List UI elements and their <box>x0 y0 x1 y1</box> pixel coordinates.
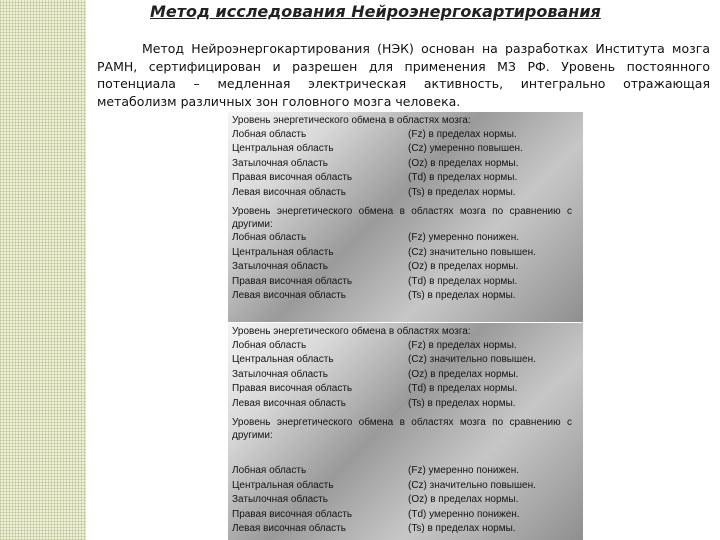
table-row <box>232 260 579 275</box>
area-name: Левая височная область <box>232 290 346 301</box>
block-heading: Уровень энергетического обмена в областях мозга по сравнению с другими: <box>232 417 572 441</box>
report-panel-bottom <box>228 323 583 540</box>
table-row <box>232 186 579 201</box>
area-name: Левая височная область <box>232 186 346 198</box>
area-status: (Fz) в пределах нормы. <box>408 339 517 351</box>
table-row <box>232 142 579 157</box>
table-row <box>232 339 579 354</box>
table-row <box>232 479 579 494</box>
area-name: Центральная область <box>232 354 334 365</box>
area-status: (Ts) в пределах нормы. <box>408 523 516 534</box>
area-status: (Ts) в пределах нормы. <box>408 397 516 409</box>
area-status: (Oz) в пределах нормы. <box>408 157 519 169</box>
area-status: (Fz) умеренно понижен. <box>408 465 520 476</box>
decorative-side-stripe <box>0 0 86 540</box>
area-name: Центральная область <box>232 479 334 491</box>
area-name: Правая височная область <box>232 275 353 287</box>
table-row <box>232 275 579 290</box>
table-row <box>232 289 579 304</box>
table-row <box>232 397 579 412</box>
area-status: (Cz) значительно повышен. <box>408 479 536 491</box>
area-name: Центральная область <box>232 246 334 258</box>
area-name: Лобная область <box>232 339 307 351</box>
table-row <box>232 353 579 368</box>
area-status: (Td) в пределах нормы. <box>408 275 518 287</box>
page-title: Метод исследования Нейроэнергокартирования <box>150 2 601 21</box>
area-name: Левая височная область <box>232 523 346 534</box>
area-status: (Cz) значительно повышен. <box>408 246 536 258</box>
block-heading: Уровень энергетического обмена в областях мозга по сравнению с другими: <box>232 206 572 230</box>
area-status: (Td) умеренно понижен. <box>408 508 520 520</box>
table-row <box>232 171 579 186</box>
area-name: Правая височная область <box>232 383 353 394</box>
intro-paragraph: Метод Нейроэнергокартирования (НЭК) основан на разработках Института мозга РАМН, сертифицирован и разрешен для применения МЗ РФ. Уровень постоянного потенциала – медленная электрическая активность, интегрально отражающая метаболизм различных зон головного мозга человека. <box>97 41 710 109</box>
area-status: (Cz) умеренно повышен. <box>408 143 523 154</box>
area-name: Правая височная область <box>232 172 353 183</box>
table-row <box>232 508 579 523</box>
area-status: (Td) в пределах нормы. <box>408 383 518 394</box>
area-name: Левая височная область <box>232 397 346 409</box>
area-name: Правая височная область <box>232 508 353 520</box>
block-heading: Уровень энергетического обмена в областях мозга: <box>232 115 471 126</box>
area-status: (Ts) в пределах нормы. <box>408 290 516 301</box>
table-row <box>232 464 579 479</box>
table-row <box>232 493 579 508</box>
area-name: Лобная область <box>232 128 307 140</box>
area-status: (Fz) в пределах нормы. <box>408 128 517 140</box>
area-status: (Cz) значительно повышен. <box>408 354 536 365</box>
area-name: Затылочная область <box>232 368 328 380</box>
table-row <box>232 246 579 261</box>
area-name: Затылочная область <box>232 157 328 169</box>
table-row <box>232 522 579 537</box>
area-status: (Oz) в пределах нормы. <box>408 261 519 272</box>
area-name: Центральная область <box>232 143 334 154</box>
area-name: Лобная область <box>232 465 307 476</box>
table-row <box>232 157 579 172</box>
area-status: (Oz) в пределах нормы. <box>408 494 519 505</box>
area-status: (Fz) умеренно понижен. <box>408 232 520 243</box>
table-row <box>232 382 579 397</box>
table-row <box>232 368 579 383</box>
area-status: (Oz) в пределах нормы. <box>408 368 519 380</box>
area-status: (Td) в пределах нормы. <box>408 172 518 183</box>
area-name: Затылочная область <box>232 494 328 505</box>
area-status: (Ts) в пределах нормы. <box>408 186 516 198</box>
block-heading: Уровень энергетического обмена в областях мозга: <box>232 326 471 337</box>
area-name: Лобная область <box>232 232 307 243</box>
table-row <box>232 231 579 246</box>
area-name: Затылочная область <box>232 261 328 272</box>
report-panel-top <box>228 112 583 322</box>
table-row <box>232 128 579 143</box>
